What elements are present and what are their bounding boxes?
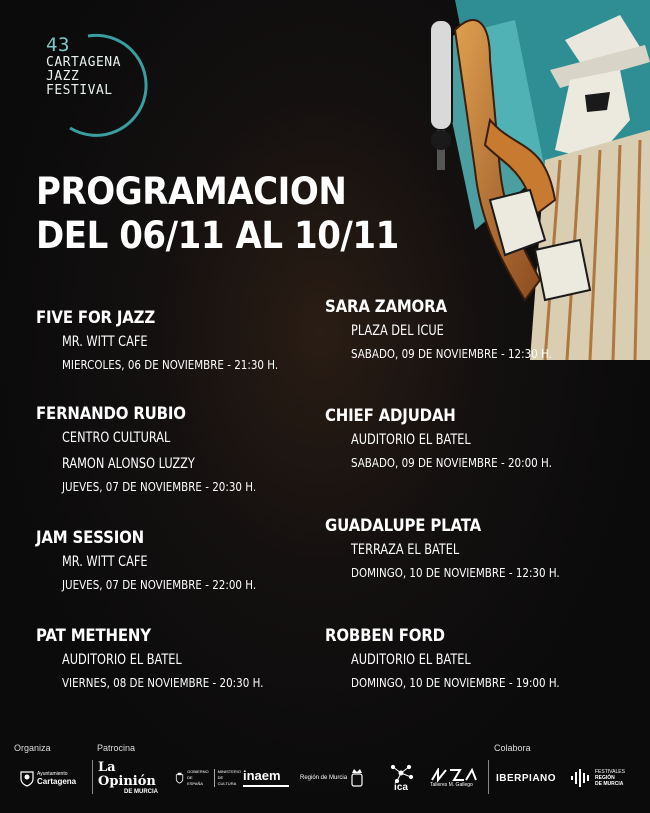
ministerio-line-2: DE ESPAÑA (187, 775, 204, 786)
sponsor-kia (430, 762, 482, 794)
sponsor-region-murcia (300, 762, 370, 794)
logo-text (46, 34, 121, 98)
ayuntamiento-line-1: Ayuntamiento (37, 771, 68, 777)
event-guadalupe-plata (325, 515, 594, 583)
inaem-underline (243, 785, 289, 787)
event-date: SABADO, 09 DE NOVIEMBRE - 12:30 H. (351, 347, 552, 361)
event-venue-line-2: RAMON ALONSO LUZZY (62, 456, 195, 472)
event-venue: AUDITORIO EL BATEL (351, 432, 471, 448)
event-artist: FERNANDO RUBIO (36, 404, 186, 424)
organiza-label: Organiza (14, 743, 51, 753)
event-date: DOMINGO, 10 DE NOVIEMBRE - 12:30 H. (351, 566, 560, 580)
event-chief-adjudah (325, 405, 585, 473)
headline (36, 170, 399, 258)
logo-number: 43 (46, 34, 70, 56)
event-venue: MR. WITT CAFE (62, 334, 148, 350)
logo-line-2: JAZZ (46, 69, 80, 84)
coat-of-arms-icon (20, 769, 34, 787)
event-venue: AUDITORIO EL BATEL (62, 652, 182, 668)
colabora-label: Colabora (494, 743, 531, 753)
event-venue: TERRAZA EL BATEL (351, 542, 460, 558)
event-venue: MR. WITT CAFE (62, 554, 148, 570)
sponsor-la-opinion (98, 762, 168, 794)
ministerio-line-3: MINISTERIO (217, 769, 241, 774)
event-date: SABADO, 09 DE NOVIEMBRE - 20:00 H. (351, 456, 552, 470)
event-sara-zamora (325, 296, 585, 364)
sponsor-festivales-murcia (570, 762, 642, 794)
event-venue: AUDITORIO EL BATEL (351, 652, 471, 668)
event-date: JUEVES, 07 DE NOVIEMBRE - 22:00 H. (62, 578, 257, 592)
sponsor-iberpiano (496, 762, 562, 794)
logo-line-3: FESTIVAL (46, 83, 113, 98)
event-jam-session (36, 527, 288, 595)
sound-wave-icon (570, 768, 592, 788)
headline-line-1: PROGRAMACION (36, 170, 347, 213)
ministerio-line-1: GOBIERNO (187, 769, 209, 774)
ministerio-line-4: DE CULTURA (217, 775, 237, 786)
event-date: MIERCOLES, 06 DE NOVIEMBRE - 21:30 H. (62, 358, 279, 372)
sponsor-ministerio-cultura (175, 762, 241, 794)
inaem-name: inaem (243, 768, 281, 783)
sponsor-ayuntamiento (20, 762, 88, 794)
headline-line-2: DEL 06/11 AL 10/11 (36, 214, 399, 257)
event-date: VIERNES, 08 DE NOVIEMBRE - 20:30 H. (62, 676, 264, 690)
ica-name: ica (394, 782, 408, 793)
ica-network-icon (387, 763, 415, 783)
event-fernando-rubio (36, 403, 288, 497)
sponsor-inaem (243, 762, 293, 794)
spain-coat-of-arms-icon (175, 769, 184, 787)
event-venue: PLAZA DEL ICUE (351, 323, 444, 339)
event-venue: CENTRO CULTURAL (62, 430, 171, 446)
event-artist: JAM SESSION (36, 528, 144, 548)
event-five-for-jazz (36, 307, 313, 375)
sponsor-ica (378, 762, 424, 794)
iberpiano-name: IBERPIANO (496, 772, 557, 784)
event-artist: ROBBEN FORD (325, 626, 445, 646)
la-opinion-sub: DE MURCIA (124, 789, 158, 795)
festivales-line-2: REGIÓN (595, 775, 615, 781)
event-artist: SARA ZAMORA (325, 297, 447, 317)
event-artist: GUADALUPE PLATA (325, 516, 481, 536)
murcia-crown-icon (350, 768, 364, 788)
ayuntamiento-line-2: Cartagena (37, 777, 77, 786)
festivales-line-1: FESTIVALES (595, 769, 625, 775)
event-artist: FIVE FOR JAZZ (36, 308, 156, 328)
footer-divider (92, 760, 93, 794)
patrocina-label: Patrocina (97, 743, 136, 753)
kia-dealer: Talleres M. Gallego (430, 782, 473, 788)
logo-line-1: CARTAGENA (46, 55, 121, 70)
region-murcia-name: Región de Murcia (300, 775, 348, 781)
event-artist: CHIEF ADJUDAH (325, 406, 456, 426)
event-date: JUEVES, 07 DE NOVIEMBRE - 20:30 H. (62, 480, 257, 494)
footer-divider (488, 760, 489, 794)
festival-logo (30, 28, 160, 138)
event-pat-metheny (36, 625, 296, 693)
festivales-line-3: DE MURCIA (595, 781, 624, 787)
kia-logo-icon (430, 768, 478, 782)
la-opinion-name: La Opinión (98, 760, 156, 789)
event-artist: PAT METHENY (36, 626, 151, 646)
event-date: DOMINGO, 10 DE NOVIEMBRE - 19:00 H. (351, 676, 560, 690)
event-robben-ford (325, 625, 594, 693)
